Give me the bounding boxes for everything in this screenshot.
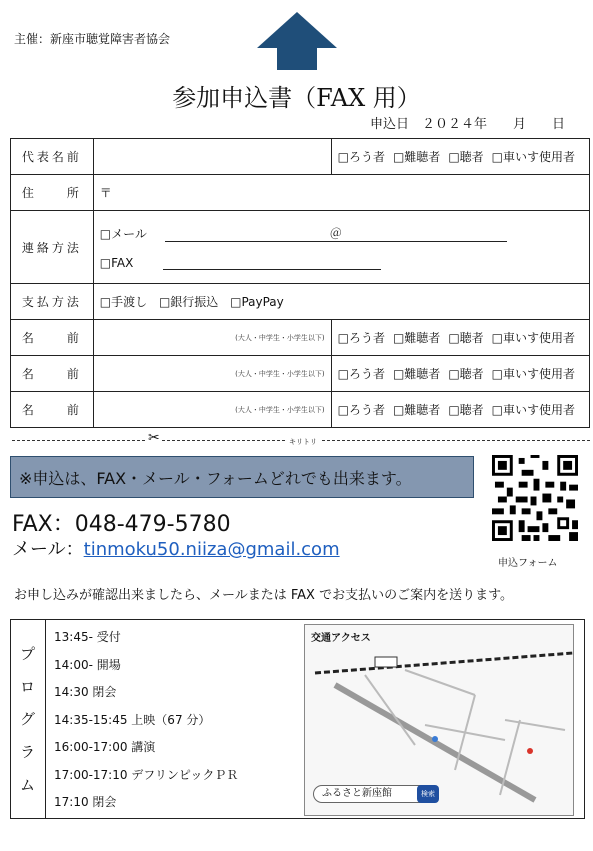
representative-field[interactable] <box>93 139 331 175</box>
attribute-checks[interactable] <box>331 139 589 175</box>
check-hearing[interactable]: □聴者 <box>448 367 484 381</box>
check-wheelchair[interactable]: □車いす使用者 <box>491 367 575 381</box>
contact-mail-option[interactable]: □メール <box>99 227 147 241</box>
name-field[interactable] <box>93 356 331 392</box>
name-label: 名 前 <box>11 392 94 428</box>
name-row <box>11 356 590 392</box>
page-title: 参加申込書（FAX 用） <box>172 84 421 112</box>
name-row <box>11 320 590 356</box>
program-heading-char: ラ <box>19 743 35 762</box>
scissors-icon: ✂ <box>148 430 160 446</box>
contact-row <box>11 211 590 284</box>
mail-line <box>12 535 340 561</box>
check-hearing[interactable]: □聴者 <box>448 150 484 164</box>
application-methods-banner: ※申込は、FAX・メール・フォームどれでも出来ます。 <box>10 456 474 498</box>
program-item: 14:00- 開場 <box>54 657 121 672</box>
address-field[interactable] <box>93 175 589 211</box>
name-field[interactable] <box>93 392 331 428</box>
qr-caption: 申込フォーム <box>498 558 558 569</box>
program-item: 13:45- 受付 <box>54 630 121 644</box>
up-arrow-icon <box>255 10 339 72</box>
map-search-button[interactable]: 検索 <box>417 785 439 803</box>
representative-row <box>11 139 590 175</box>
age-note: (大人・中学生・小学生以下) <box>235 405 325 414</box>
program-list <box>54 624 238 817</box>
payment-row <box>11 284 590 320</box>
age-note: (大人・中学生・小学生以下) <box>235 333 325 342</box>
fax-line[interactable] <box>163 269 381 270</box>
check-wheelchair[interactable]: □車いす使用者 <box>491 403 575 417</box>
check-deaf[interactable]: □ろう者 <box>337 367 385 381</box>
contact-label: 連絡方法 <box>11 211 94 284</box>
application-date: 申込日 ２０２４年 月 日 <box>370 117 566 132</box>
mail-prefix: メール： <box>12 539 84 560</box>
check-hearing[interactable]: □聴者 <box>448 331 484 345</box>
representative-label: 代表名前 <box>11 139 94 175</box>
address-row <box>11 175 590 211</box>
age-note: (大人・中学生・小学生以下) <box>235 369 325 378</box>
map-title: 交通アクセス <box>311 633 371 644</box>
postal-mark: 〒 <box>99 186 112 200</box>
email-line[interactable] <box>165 224 507 242</box>
contact-field[interactable] <box>93 211 589 284</box>
application-form <box>10 138 590 428</box>
check-wheelchair[interactable]: □車いす使用者 <box>491 331 575 345</box>
attribute-checks[interactable] <box>331 320 589 356</box>
program-heading-char: グ <box>19 710 35 729</box>
map-search-input[interactable]: ふるさと新座館 <box>313 785 429 803</box>
address-label: 住 所 <box>11 175 94 211</box>
program-heading-char: プ <box>19 644 35 663</box>
at-mark: ＠ <box>329 226 342 240</box>
qr-code-icon[interactable] <box>492 455 578 541</box>
attribute-checks[interactable] <box>331 356 589 392</box>
check-hard-of-hearing[interactable]: □難聴者 <box>392 150 441 164</box>
check-deaf[interactable]: □ろう者 <box>337 150 385 164</box>
organizer: 主催：新座市聴覚障害者協会 <box>14 32 171 46</box>
name-row <box>11 392 590 428</box>
program-item: 14:35-15:45 上映（67 分） <box>54 712 211 727</box>
access-map[interactable] <box>304 624 574 816</box>
attribute-checks[interactable] <box>331 392 589 428</box>
payment-options[interactable] <box>93 284 589 320</box>
check-deaf[interactable]: □ろう者 <box>337 403 385 417</box>
payment-notice: お申し込みが確認出来ましたら、メールまたは FAX でお支払いのご案内を送ります。 <box>14 588 514 603</box>
program-item: 16:00-17:00 講演 <box>54 740 156 754</box>
program-heading <box>10 619 46 819</box>
payment-paypay[interactable]: □PayPay <box>230 295 284 309</box>
check-wheelchair[interactable]: □車いす使用者 <box>491 150 575 164</box>
fax-number: FAX：048-479-5780 <box>12 512 231 537</box>
program-item: 17:00-17:10 デフリンピックＰＲ <box>54 767 239 782</box>
name-label: 名 前 <box>11 320 94 356</box>
check-deaf[interactable]: □ろう者 <box>337 331 385 345</box>
check-hard-of-hearing[interactable]: □難聴者 <box>392 403 441 417</box>
check-hard-of-hearing[interactable]: □難聴者 <box>392 367 441 381</box>
name-label: 名 前 <box>11 356 94 392</box>
check-hearing[interactable]: □聴者 <box>448 403 484 417</box>
payment-bank[interactable]: □銀行振込 <box>158 295 219 309</box>
program-item: 17:10 閉会 <box>54 795 117 809</box>
mail-address-link[interactable]: tinmoku50.niiza@gmail.com <box>83 539 340 560</box>
program-heading-char: ム <box>19 776 35 795</box>
name-field[interactable] <box>93 320 331 356</box>
contact-fax-option[interactable]: □FAX <box>99 256 134 270</box>
payment-cash[interactable]: □手渡し <box>99 295 148 309</box>
cut-label: キリトリ <box>286 437 320 447</box>
check-hard-of-hearing[interactable]: □難聴者 <box>392 331 441 345</box>
program-item: 14:30 閉会 <box>54 685 117 699</box>
program-heading-char: ロ <box>19 677 35 696</box>
payment-label: 支払方法 <box>11 284 94 320</box>
